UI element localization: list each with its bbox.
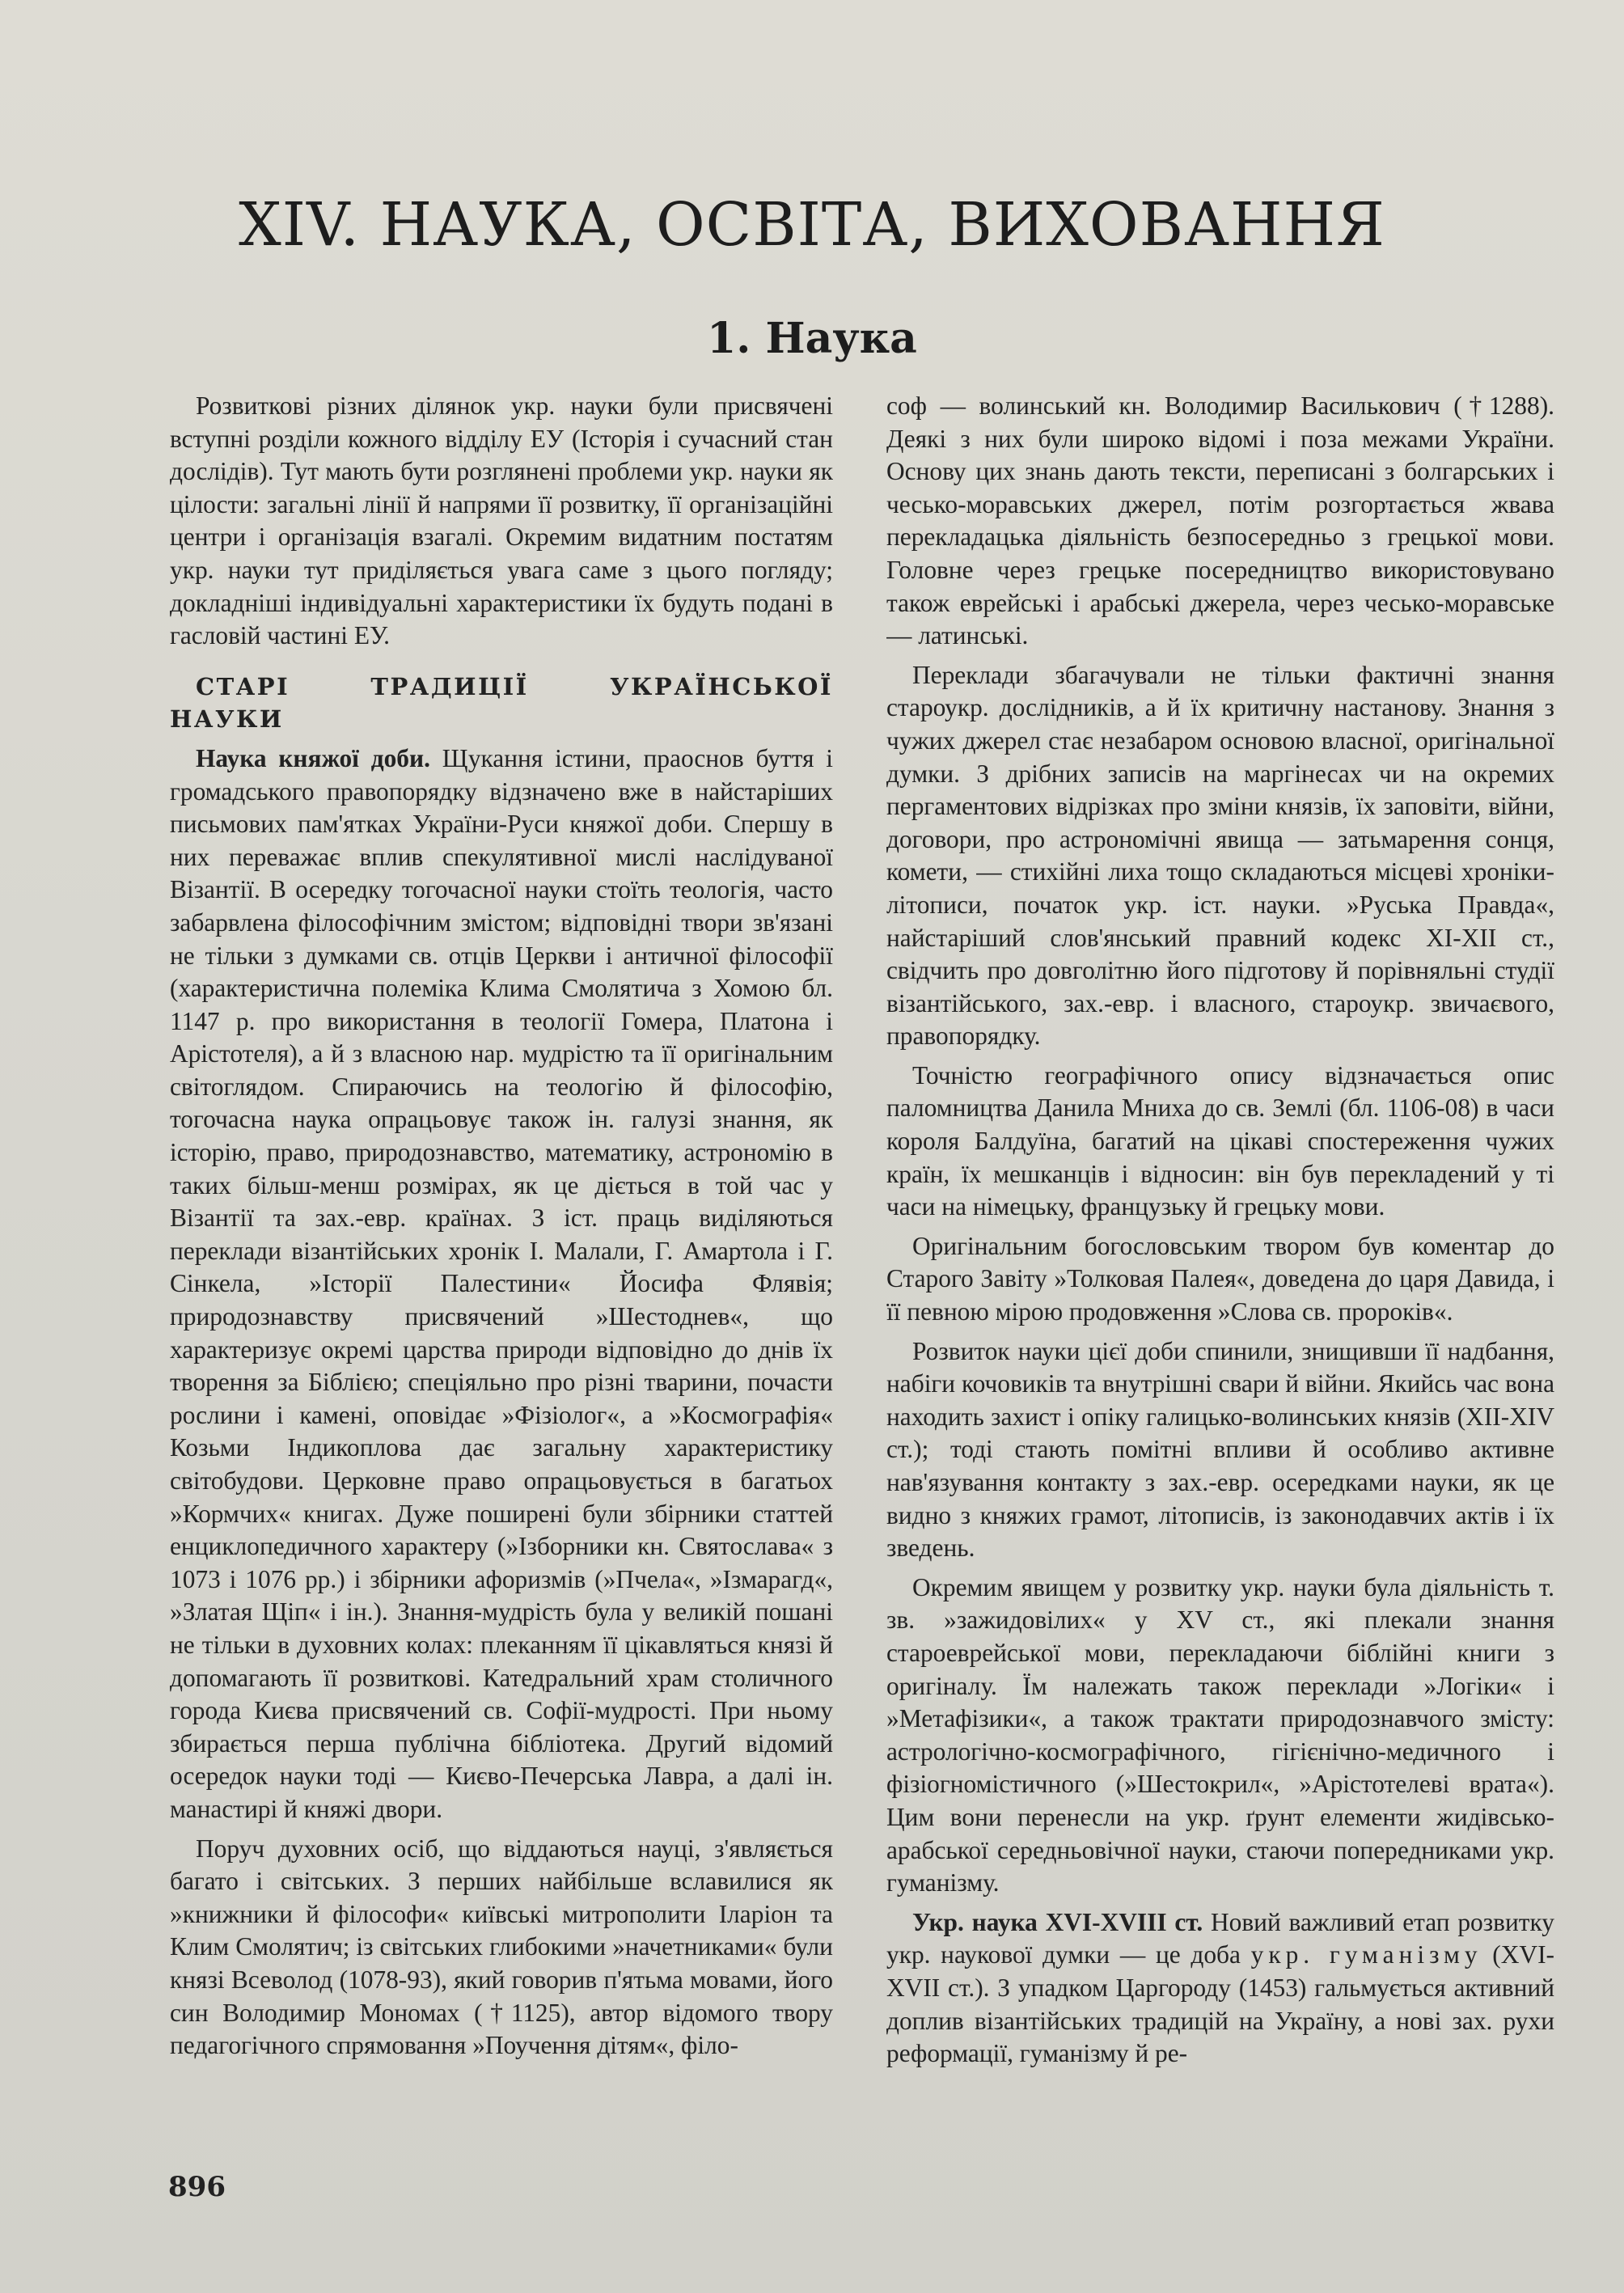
- paragraph: [886, 1906, 1554, 2071]
- paragraph: Поруч духовних осіб, що віддаються науці, з'являється багато і світських. З перших найбільше вславилися як »книжники й філософи« київські митрополити Іларіон та Клим Смолятич; із світських глибокими »начетниками« були князі Всеволод (1078-93), який говорив п'ятьма мовами, його син Володимир Мономах (†1125), автор відомого твору педагогічного спрямовання »Поучення дітям«, філо-: [170, 1834, 833, 2060]
- spaced-term: укр. гуманізму: [1250, 1940, 1482, 1969]
- paragraph-text: (XVI-XVII ст.). З упадком Царгороду (1453) гальмується активний доплив візантійських традицій на Україну, а нові зах. рухи реформації, гуманізму й ре-: [886, 1940, 1554, 2068]
- paragraph: [170, 742, 833, 1826]
- paragraph: Окремим явищем у розвитку укр. науки була діяльність т. зв. »зажидовілих« у XV ст., які плекали знання староеврейської мови, перекладаючи біблійні книги з оригіналу. Їм належать також переклади »Логіки« і »Метафізики«, а також трактати природознавчого змісту: астрологічно-космографічного, гігієнічно-медичного і фізіогномістичного (»Шестокрил«, »Арістотелеві врата«). Цим вони перенесли на укр. ґрунт елементи жидівсько-арабської середньовічної науки, стаючи попередниками укр. гуманізму.: [886, 1572, 1554, 1897]
- left-column: [170, 390, 833, 2129]
- paragraph: Розвиток науки цієї доби спинили, знищивши її надбання, набіги кочовиків та внутрішні свари й війни. Якийсь час вона находить захист і опіку галицько-волинських князів (XII-XIV ст.); тоді стають помітні впливи й особливо активне нав'язування контакту з зах.-евр. осередками науки, як це видно з княжих грамот, літописів, із законодавчих актів і їх зведень.: [886, 1336, 1554, 1563]
- paragraph: Оригінальним богословським твором був коментар до Старого Завіту »Толковая Палея«, доведена до царя Давида, і її певною мірою продовження »Слова св. пророків«.: [886, 1231, 1554, 1326]
- paragraph: Переклади збагачували не тільки фактичні знання староукр. дослідників, а й їх критичну настанову. Знання з чужих джерел стає незабаром основою власної, оригінальної думки. З дрібних записів на маргінесах чи на окремих пергаментових відрізках про зміни князів, їх заповіти, війни, договори, про астрономічні явища — затьмарення сонця, комети, — стихійні лиха тощо складаються місцеві хроніки-літописи, початок укр. іст. науки. »Руська Правда«, найстаріший слов'янський правний кодекс XI-XII ст., свідчить про довголітню його підготову й порівняльні студії візантійського, зах.-евр. і власного, староукр. звичаєвого, правопорядку.: [886, 660, 1554, 1051]
- page-number: 896: [168, 2171, 226, 2203]
- paragraph-continued: соф — волинський кн. Володимир Василькович (†1288). Деякі з них були широко відомі і поза межами України. Основу цих знань дають тексти, переписані з болгарських і чесько-моравських джерел, потім розгортається жвава перекладацька діяльність безпосередньо з грецької мови. Головне через грецьке посередництво використовувано також еврейські і арабські джерела, через чесько-моравське — латинські.: [886, 391, 1554, 650]
- chapter-title: XIV. НАУКА, ОСВІТА, ВИХОВАННЯ: [239, 190, 1385, 260]
- paragraph: Точністю географічного опису відзначається опис паломництва Данила Мниха до св. Землі (бл. 1106-08) в часи короля Балдуїна, багатий на цікаві спостереження чужих країн, їх мешканців і відносин: він був перекладений у ті часи на німецьку, французьку й грецьку мови.: [886, 1060, 1554, 1221]
- paragraph-lead: Укр. наука XVI-XVIII ст.: [912, 1907, 1203, 1936]
- intro-paragraph: Розвиткові різних ділянок укр. науки були присвячені вступні розділи кожного відділу ЕУ (Історія і сучасний стан дослідів). Тут мають бути розглянені проблеми укр. науки як цілости: загальні лінії й напрями її розвитку, її організаційні центри і організація взагалі. Окремим видатним постатям укр. науки тут приділяється увага саме з цього погляду; докладніші індивідуальні характеристики їх будуть подані в гасловій частині ЕУ.: [170, 391, 833, 650]
- right-column: [886, 390, 1554, 2129]
- paragraph-lead: Наука княжої доби.: [196, 743, 430, 772]
- section-heading: СТАРІ ТРАДИЦІЇ УКРАЇНСЬКОЇ НАУКИ: [170, 672, 833, 734]
- paragraph-text: Новий важливий етап розвитку укр. наукової думки — це доба: [886, 1907, 1554, 1969]
- paragraph-text: Щукання істини, праоснов буття і громадського правопорядку відзначено вже в найстаріших письмових пам'ятках України-Руси княжої доби. Спершу в них переважає вплив спекулятивної мислі наслідуваної Візантії. В осередку тогочасної науки стоїть теологія, часто забарвлена філософічним змістом; відповідні твори зв'язані не тільки з думками св. отців Церкви і античної філософії (характеристична полеміка Клима Смолятича з Хомою бл. 1147 р. про використання в теології Гомера, Платона і Арістотеля), а й з власною нар. мудрістю та її оригінальним світоглядом. Спираючись на теологію й філософію, тогочасна наука опрацьовує також ін. галузі знання, як історію, право, природознавство, математику, астрономію в таких більш-менш розмірах, як це діється в той час у Візантії та зах.-евр. країнах. З іст. праць виділяються переклади візантійських хронік І. Малали, Г. Амартола і Г. Сінкела, »Історії Палестини« Йосифа Флявія; природознавству присвячений »Шестоднев«, що характеризує окремі царства природи відповідно до днів їх творення за Біблією; спеціяльно про різні тварини, почасти рослини і камені, оповідає »Фізіолог«, а »Космографія« Козьми Індикоплова дає загальну характеристику світобудови. Церковне право опрацьовується в багатьох »Кормчих« книгах. Дуже поширені були збірники статтей енциклопедичного характеру (»Ізборники кн. Святослава« з 1073 і 1076 рр.) і збірники афоризмів (»Пчела«, »Ізмарагд«, »Златая Щіп« і ін.). Знання-мудрість була у великій пошані не тільки в духовних колах: плеканням її цікавляться князі й допомагають її розвиткові. Катедральний храм столичного города Києва присвячений св. Софії-мудрості. При ньому збирається перша публічна бібліотека. Другий відомий осередок науки тоді — Києво-Печерська Лавра, а далі ін. манастирі й княжі двори.: [170, 743, 833, 1823]
- section-title: 1. Наука: [707, 314, 917, 363]
